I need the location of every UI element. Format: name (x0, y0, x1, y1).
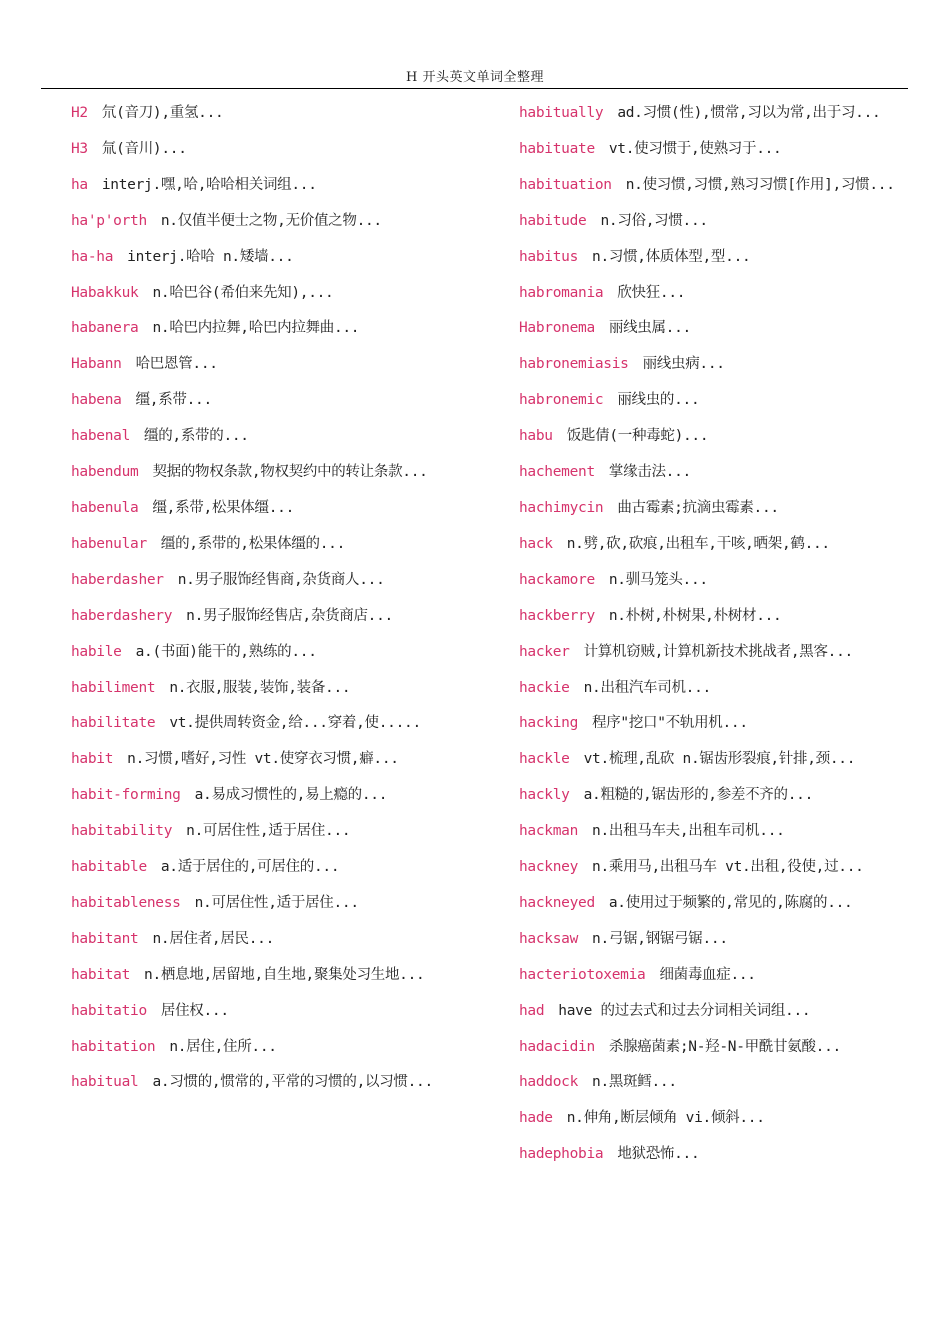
definition: 居住权... (160, 1002, 229, 1019)
definition: n.栖息地,居留地,自生地,聚集处习生地... (144, 966, 425, 983)
headword: habitude (519, 212, 587, 229)
definition: 契据的物权条款,物权契约中的转让条款... (152, 464, 428, 481)
headword: habitually (519, 105, 604, 121)
headword: hackberry (519, 607, 595, 624)
headword: hacking (519, 715, 579, 732)
dictionary-entry (501, 96, 901, 132)
dictionary-entry (53, 383, 483, 419)
definition: vt.梳理,乱砍 n.锯齿形裂痕,针排,颈... (583, 751, 856, 768)
headword: hade (519, 1110, 553, 1127)
dictionary-entry (53, 671, 483, 707)
headword: haberdasher (71, 571, 164, 588)
definition: n.衣服,服装,装饰,装备... (169, 679, 351, 696)
headword: habiliment (71, 679, 156, 696)
definition: vt.提供周转资金,给...穿着,使..... (169, 715, 421, 732)
definition: n.出租马车夫,出租车司机... (592, 823, 785, 840)
left-column (53, 96, 483, 1101)
headword: habitatio (71, 1002, 147, 1019)
definition: n.驯马笼头... (608, 571, 708, 588)
headword: hacksaw (519, 930, 579, 947)
definition: 地狱恐怖... (617, 1146, 700, 1163)
definition: a.使用过于频繁的,常见的,陈腐的... (608, 894, 853, 911)
definition: 程序"挖口"不轨用机... (592, 715, 748, 732)
definition: n.居住者,居民... (152, 930, 275, 947)
headword: hadacidin (519, 1038, 595, 1055)
headword: hacker (519, 643, 570, 660)
page-title: H 开头英文单词全整理 (406, 70, 544, 85)
dictionary-entry (501, 850, 901, 886)
dictionary-entry (53, 132, 483, 168)
definition: n.仅值半便士之物,无价值之物... (160, 212, 382, 229)
headword: habilitate (71, 715, 156, 732)
headword: H2 (71, 105, 88, 121)
dictionary-entry (501, 1101, 901, 1137)
dictionary-entry (53, 814, 483, 850)
headword: habitable (71, 859, 147, 876)
definition: n.习俗,习惯... (600, 212, 708, 229)
dictionary-entry (501, 814, 901, 850)
headword: habu (519, 428, 553, 445)
dictionary-entry (53, 706, 483, 742)
dictionary-entry (501, 311, 901, 347)
header-divider (41, 88, 908, 89)
definition: n.哈巴内拉舞,哈巴内拉舞曲... (152, 320, 360, 337)
headword: habanera (71, 320, 139, 337)
headword: hackneyed (519, 894, 595, 911)
headword: hackamore (519, 571, 595, 588)
dictionary-entry (53, 886, 483, 922)
definition: n.劈,砍,砍痕,出租车,干咳,晒架,鹤... (566, 535, 830, 552)
headword: habituation (519, 176, 612, 193)
definition: 饭匙倩(一种毒蛇)... (566, 428, 709, 445)
dictionary-entry (501, 347, 901, 383)
headword: habitableness (71, 894, 181, 911)
dictionary-entry (501, 276, 901, 312)
dictionary-entry (501, 563, 901, 599)
definition: n.男子服饰经售商,杂货商人... (177, 571, 385, 588)
definition: ad.习惯(性),惯常,习以为常,出于习... (617, 105, 881, 121)
headword: habitus (519, 248, 579, 265)
dictionary-entry (501, 706, 901, 742)
definition: 杀腺癌菌素;N-羟-N-甲酰甘氨酸... (608, 1038, 841, 1055)
headword: hackly (519, 787, 570, 804)
dictionary-entry (501, 599, 901, 635)
dictionary-entry (501, 132, 901, 168)
headword: hadephobia (519, 1146, 604, 1163)
dictionary-entry (501, 455, 901, 491)
definition: a.适于居住的,可居住的... (160, 859, 340, 876)
headword: habenula (71, 499, 139, 516)
dictionary-entry (501, 1030, 901, 1066)
definition: interj.哈哈 n.矮墙... (127, 248, 294, 265)
dictionary-entry (501, 527, 901, 563)
headword: habromania (519, 284, 604, 301)
headword: hackney (519, 859, 579, 876)
headword: habitability (71, 823, 173, 840)
dictionary-entry (53, 455, 483, 491)
definition: n.习惯,体质体型,型... (592, 248, 751, 265)
headword: hackie (519, 679, 570, 696)
dictionary-entry (501, 671, 901, 707)
dictionary-entry (501, 383, 901, 419)
definition: 缰,系带,松果体缰... (152, 499, 295, 516)
headword: habendum (71, 464, 139, 481)
dictionary-entry (501, 240, 901, 276)
headword: habenal (71, 428, 131, 445)
definition: 计算机窃贼,计算机新技术挑战者,黑客... (583, 643, 853, 660)
headword: habitant (71, 930, 139, 947)
headword: H3 (71, 140, 88, 157)
headword: Habakkuk (71, 284, 139, 301)
dictionary-entry (501, 1065, 901, 1101)
definition: 掌缘击法... (608, 464, 691, 481)
definition: n.使习惯,习惯,熟习习惯[作用],习惯... (625, 176, 895, 193)
definition: 曲古霉素;抗滴虫霉素... (617, 499, 779, 516)
headword: hack (519, 535, 553, 552)
definition: 缰的,系带的... (144, 428, 249, 445)
definition: vt.使习惯于,使熟习于... (608, 140, 782, 157)
dictionary-entry (53, 204, 483, 240)
dictionary-entry (501, 1137, 901, 1173)
definition: n.出租汽车司机... (583, 679, 711, 696)
dictionary-entry (53, 599, 483, 635)
dictionary-entry (501, 168, 901, 204)
headword: had (519, 1002, 545, 1019)
right-column (501, 96, 901, 1173)
definition: 丽线虫的... (617, 392, 700, 409)
definition: n.黑斑鳕... (592, 1074, 677, 1091)
headword: habenular (71, 535, 147, 552)
dictionary-entry (53, 96, 483, 132)
dictionary-entry (53, 778, 483, 814)
definition: a.易成习惯性的,易上瘾的... (194, 787, 388, 804)
headword: habit-forming (71, 787, 181, 804)
headword: hacteriotoxemia (519, 966, 646, 983)
definition: 丽线虫病... (642, 356, 725, 373)
dictionary-entry (53, 1065, 483, 1101)
headword: habitat (71, 966, 131, 983)
definition: n.乘用马,出租马车 vt.出租,役使,过... (592, 859, 864, 876)
definition: n.伸角,断层倾角 vi.倾斜... (566, 1110, 765, 1127)
definition: n.男子服饰经售店,杂货商店... (186, 607, 393, 624)
dictionary-entry (53, 168, 483, 204)
headword: ha-ha (71, 248, 114, 265)
dictionary-entry (53, 240, 483, 276)
definition: n.可居住性,适于居住... (186, 823, 351, 840)
dictionary-entry (53, 276, 483, 312)
dictionary-entry (501, 778, 901, 814)
definition: n.习惯,嗜好,习性 vt.使穿衣习惯,癖... (127, 751, 399, 768)
definition: n.弓锯,钢锯弓锯... (592, 930, 728, 947)
dictionary-entry (501, 958, 901, 994)
definition: 缰,系带... (135, 392, 212, 409)
dictionary-entry (53, 958, 483, 994)
definition: n.朴树,朴树果,朴树材... (608, 607, 782, 624)
headword: hachement (519, 464, 595, 481)
headword: habronemiasis (519, 356, 629, 373)
dictionary-entry (501, 204, 901, 240)
headword: ha (71, 176, 88, 193)
definition: 缰的,系带的,松果体缰的... (160, 535, 346, 552)
headword: habit (71, 751, 114, 768)
dictionary-entry (501, 886, 901, 922)
headword: habituate (519, 140, 595, 157)
dictionary-entry (53, 742, 483, 778)
headword: hackman (519, 823, 579, 840)
dictionary-entry (53, 635, 483, 671)
headword: Habann (71, 356, 122, 373)
headword: habronemic (519, 392, 604, 409)
definition: 氘(音刀),重氢... (101, 105, 224, 121)
definition: 哈巴恩管... (135, 356, 218, 373)
definition: a.粗糙的,锯齿形的,参差不齐的... (583, 787, 814, 804)
definition: 丽线虫属... (608, 320, 691, 337)
dictionary-entry (53, 491, 483, 527)
headword: habitation (71, 1038, 156, 1055)
headword: haberdashery (71, 607, 173, 624)
dictionary-entry (53, 419, 483, 455)
dictionary-entry (53, 994, 483, 1030)
definition: n.可居住性,适于居住... (194, 894, 359, 911)
definition: interj.嘿,哈,哈哈相关词组... (101, 176, 317, 193)
dictionary-entry (501, 419, 901, 455)
headword: Habronema (519, 320, 595, 337)
dictionary-entry (53, 850, 483, 886)
headword: habena (71, 392, 122, 409)
dictionary-entry (501, 635, 901, 671)
definition: n.居住,住所... (169, 1038, 277, 1055)
dictionary-entry (501, 994, 901, 1030)
dictionary-entry (53, 311, 483, 347)
dictionary-entry (501, 922, 901, 958)
definition: a.(书面)能干的,熟练的... (135, 643, 317, 660)
definition: 细菌毒血症... (659, 966, 756, 983)
dictionary-entry (501, 742, 901, 778)
headword: habitual (71, 1074, 139, 1091)
definition: n.哈巴谷(希伯来先知),... (152, 284, 334, 301)
dictionary-entry (53, 527, 483, 563)
dictionary-entry (53, 347, 483, 383)
dictionary-entry (53, 1030, 483, 1066)
dictionary-entry (53, 563, 483, 599)
dictionary-entry (53, 922, 483, 958)
definition: 欣快狂... (617, 284, 686, 301)
definition: 氚(音川)... (101, 140, 187, 157)
definition: have 的过去式和过去分词相关词组... (558, 1002, 811, 1019)
headword: ha'p'orth (71, 212, 147, 229)
headword: hackle (519, 751, 570, 768)
headword: haddock (519, 1074, 579, 1091)
headword: habile (71, 643, 122, 660)
definition: a.习惯的,惯常的,平常的习惯的,以习惯... (152, 1074, 433, 1091)
headword: hachimycin (519, 499, 604, 516)
dictionary-entry (501, 491, 901, 527)
